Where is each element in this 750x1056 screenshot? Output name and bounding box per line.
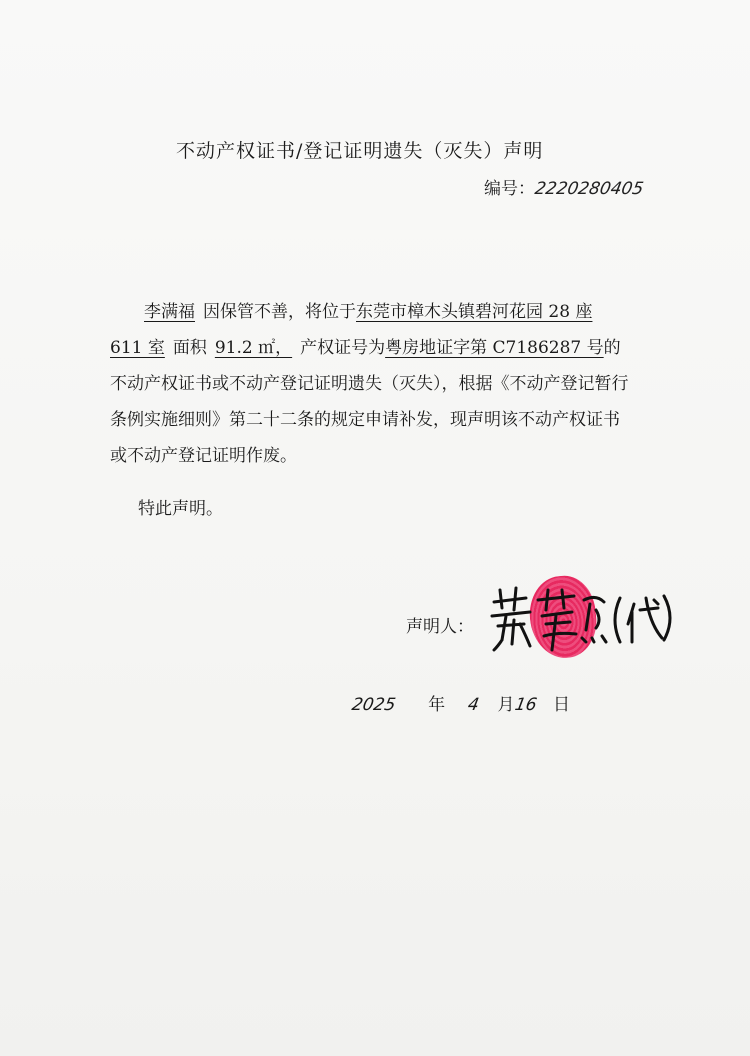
body-text-3: 产权证号为 [300,338,386,358]
date-month: 4 [466,695,481,715]
date-year: 2025 [350,695,398,715]
body-text-2: 面积 [172,338,207,358]
declarant-label: 声明人： [406,617,474,637]
declaration-body [110,294,630,474]
serial-value: 2220280405 [533,179,645,199]
body-text-4: 的不动产权证书或不动产登记证明遗失（灭失），根据《不动产登记暂行条例实施细则》第二十二条的规定申请补发，现声明该不动产权证书或不动产登记证明作废。 [110,338,629,466]
owner-name: 李满福 [144,302,195,322]
serial-number [484,174,643,199]
special-statement: 特此声明。 [138,499,223,519]
declaration-paragraph [110,294,630,474]
certificate-number: 粤房地证字第 C7186287 号 [385,338,604,358]
date-month-label: 月 [497,695,515,715]
body-text-1: 因保管不善，将位于 [203,302,356,322]
handwritten-signature [486,580,676,660]
date-day-label: 日 [552,695,570,715]
property-address: 东莞市樟木头镇碧河花园 28 座 611 室 [110,302,593,358]
serial-label: 编号： [484,179,535,199]
date-day: 16 [512,695,538,715]
property-area: 91.2 ㎡， [214,338,293,358]
document-title: 不动产权证书/登记证明遗失（灭失）声明 [176,140,544,162]
declaration-date [352,690,570,715]
date-year-label: 年 [428,695,446,715]
